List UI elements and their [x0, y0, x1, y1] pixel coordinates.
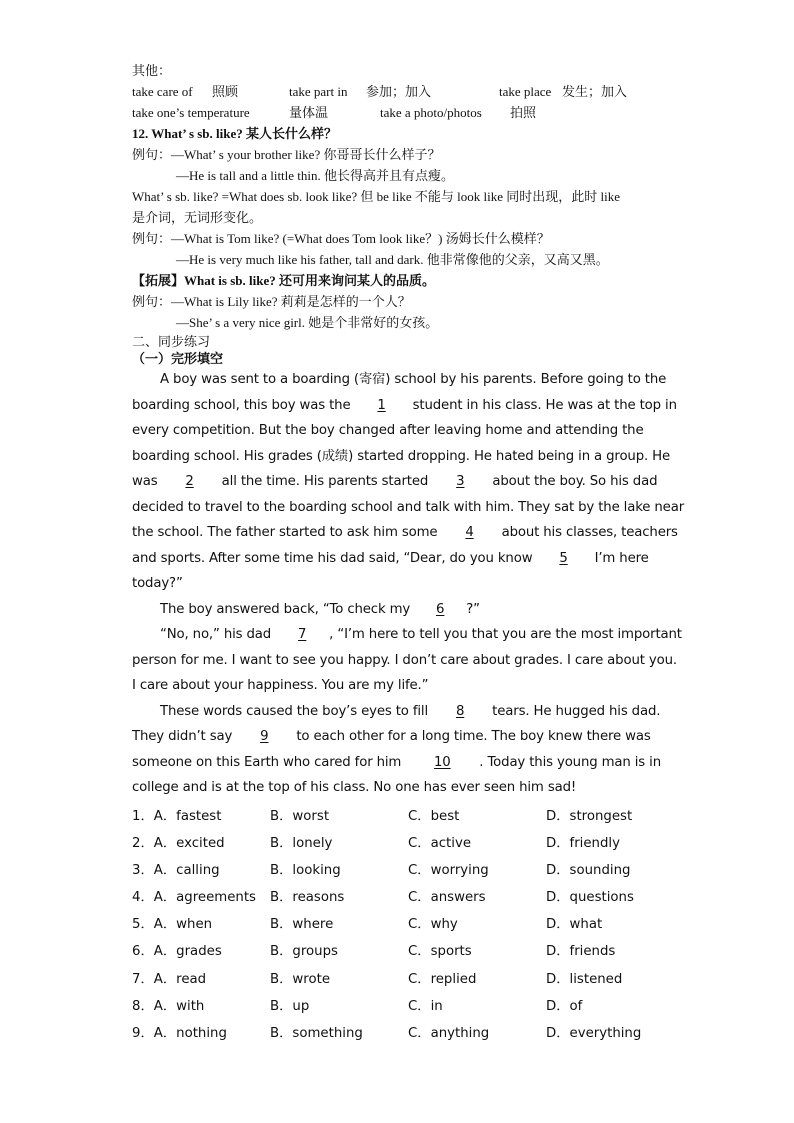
option-row — [132, 937, 662, 964]
passage-line: boarding school. His grades (成绩) started dropping. He hated being in a group. He — [132, 448, 671, 464]
answer-options — [132, 802, 662, 1047]
cloze-passage — [132, 367, 685, 801]
option-row — [132, 883, 662, 910]
option-b: B．looking — [270, 862, 341, 878]
option-row — [132, 856, 662, 883]
passage-line: The boy answered back, “To check my 6 ?” — [132, 597, 662, 623]
phrase-en: take a photo/photos — [380, 105, 482, 120]
phrase-zh: 拍照 — [510, 105, 537, 120]
option-d: D．listened — [546, 971, 623, 987]
option-b: B．worst — [270, 808, 330, 824]
passage-line: decided to travel to the boarding school and talk with him. They sat by the lake near — [132, 499, 685, 515]
option-a: 1．A．fastest — [132, 808, 222, 824]
grammar-note: What’ s sb. like? =What does sb. look like? 但 be like 不能与 look like 同时出现，此时 like — [132, 189, 621, 204]
option-b: B．groups — [270, 944, 338, 960]
example-answer: —She’ s a very nice girl. 她是个非常好的女孩。 — [176, 315, 439, 330]
subsection-heading: （一）完形填空 — [132, 351, 224, 366]
option-c: C．why — [408, 917, 458, 933]
point-12-heading: 12. What’ s sb. like? 某人长什么样？ — [132, 126, 338, 141]
option-d: D．everything — [546, 1026, 642, 1041]
section-heading: 二、同步练习 — [132, 334, 211, 349]
option-d: D．friends — [546, 944, 616, 960]
option-a: 5．A．when — [132, 917, 213, 933]
option-c: C．sports — [408, 944, 472, 960]
phrase-en: take part in — [289, 84, 348, 99]
option-d: D．strongest — [546, 808, 633, 824]
phrase-zh: 发生；加入 — [562, 84, 628, 99]
option-row — [132, 910, 662, 937]
passage-line: every competition. But the boy changed after leaving home and attending the — [132, 423, 644, 438]
phrase-zh: 参加；加入 — [366, 84, 432, 99]
option-c: C．anything — [408, 1026, 490, 1041]
blank-4: 4 — [465, 525, 474, 540]
passage-line: the school. The father started to ask him some 4 about his classes, teachers — [132, 520, 662, 546]
phrase-zh: 量体温 — [289, 105, 329, 120]
example-question: 例句：—What is Lily like? 莉莉是怎样的一个人？ — [132, 294, 411, 309]
phrase-en: take place — [499, 84, 552, 99]
option-a: 3．A．calling — [132, 862, 220, 878]
example-answer: —He is very much like his father, tall and dark. 他非常像他的父亲，又高又黑。 — [176, 252, 609, 267]
option-c: C．answers — [408, 890, 486, 906]
option-b: B．something — [270, 1026, 363, 1041]
blank-7: 7 — [298, 627, 307, 642]
option-row — [132, 1019, 662, 1046]
option-d: D．friendly — [546, 835, 620, 851]
phrase-row-1 — [132, 81, 662, 102]
blank-2: 2 — [185, 474, 194, 489]
option-b: B．up — [270, 998, 310, 1014]
option-d: D．sounding — [546, 862, 631, 878]
passage-line: college and is at the top of his class. No one has ever seen him sad! — [132, 780, 577, 795]
option-c: C．in — [408, 998, 443, 1014]
option-b: B．reasons — [270, 890, 345, 906]
phrase-en: take care of — [132, 84, 193, 99]
option-b: B．lonely — [270, 835, 333, 851]
phrase-zh: 照顾 — [212, 84, 239, 99]
option-row — [132, 992, 662, 1019]
option-d: D．what — [546, 917, 603, 933]
blank-3: 3 — [456, 474, 465, 489]
passage-line: A boy was sent to a boarding (寄宿) school by his parents. Before going to the — [160, 372, 667, 387]
blank-5: 5 — [559, 550, 568, 566]
passage-line: These words caused the boy’s eyes to fill 8 tears. He hugged his dad. — [132, 699, 662, 725]
blank-8: 8 — [455, 703, 465, 719]
option-c: C．replied — [408, 971, 477, 987]
option-c: C．active — [408, 835, 471, 851]
option-c: C．best — [408, 808, 460, 824]
example-answer: —He is tall and a little thin. 他长得高并且有点瘦。 — [176, 168, 455, 183]
blank-1: 1 — [377, 397, 386, 413]
grammar-note: 是介词，无词形变化。 — [132, 210, 263, 225]
passage-line: person for me. I want to see you happy. I don’t care about grades. I care about you. — [132, 652, 677, 668]
option-row — [132, 829, 662, 856]
option-row — [132, 802, 662, 829]
document-page — [132, 60, 685, 1046]
option-a: 6．A．grades — [132, 944, 222, 960]
option-b: B．where — [270, 917, 334, 933]
passage-line: today?” — [132, 576, 183, 591]
option-d: D．of — [546, 998, 583, 1014]
option-a: 9．A．nothing — [132, 1026, 227, 1041]
passage-line: someone on this Earth who cared for him 10 . Today this young man is in — [132, 750, 662, 776]
option-b: B．wrote — [270, 971, 330, 987]
option-row — [132, 965, 662, 992]
option-c: C．worrying — [408, 862, 489, 878]
extension-note: 【拓展】What is sb. like? 还可用来询问某人的品质。 — [132, 273, 435, 288]
option-a: 7．A．read — [132, 971, 207, 987]
blank-9: 9 — [260, 729, 269, 744]
option-d: D．questions — [546, 890, 634, 906]
other-heading: 其他： — [132, 63, 172, 78]
example-question: 例句：—What is Tom like? (=What does Tom look like？) 汤姆长什么模样？ — [132, 231, 550, 246]
blank-10: 10 — [433, 754, 451, 770]
phrase-en: take one’s temperature — [132, 105, 250, 120]
passage-line: and sports. After some time his dad said, “Dear, do you know 5 I’m here — [132, 546, 662, 572]
option-a: 8．A．with — [132, 998, 205, 1014]
passage-line: “No, no,” his dad 7 , “I’m here to tell you that you are the most important — [132, 622, 662, 648]
option-a: 2．A．excited — [132, 835, 225, 851]
passage-line: was 2 all the time. His parents started 3 about the boy. So his dad — [132, 469, 662, 495]
passage-line: They didn’t say 9 to each other for a long time. The boy knew there was — [132, 724, 662, 750]
phrase-row-2 — [132, 102, 662, 123]
passage-line: boarding school, this boy was the 1 student in his class. He was at the top in — [132, 393, 662, 419]
example-question: 例句：—What’ s your brother like? 你哥哥长什么样子？ — [132, 147, 441, 162]
blank-6: 6 — [436, 601, 445, 617]
option-a: 4．A．agreements — [132, 890, 256, 906]
passage-line: I care about your happiness. You are my life.” — [132, 678, 429, 693]
